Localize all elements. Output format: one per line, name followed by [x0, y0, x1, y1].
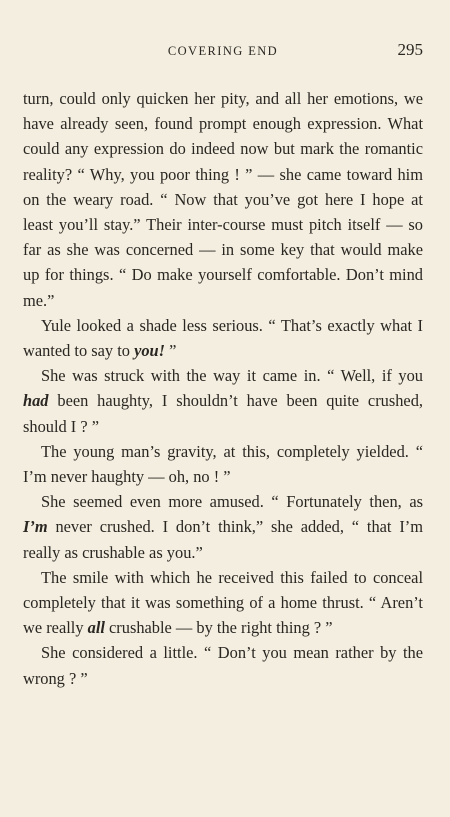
paragraph-7 [23, 640, 423, 690]
page-number: 295 [397, 40, 423, 59]
text-segment: been haughty, I shouldn’t have been quite crushed, should I ? ” [23, 391, 423, 436]
text-segment: crushable — by the right thing ? ” [104, 618, 333, 638]
running-title: COVERING END [167, 44, 279, 58]
text-segment: The smile with which he received this failed to conceal completely that it was something of a home thrust. “ Aren’t we really [23, 567, 423, 638]
emphasis-text: all [87, 618, 105, 638]
emphasis-text: I’m [23, 517, 48, 537]
paragraph-3 [23, 363, 423, 439]
paragraph-1 [23, 86, 423, 313]
paragraph-6 [23, 565, 423, 641]
text-segment: ” [165, 341, 177, 361]
text-segment: She was struck with the way it came in. “ Well, if you [41, 366, 423, 386]
text-segment: never crushed. I don’t think,” she added, “ that I’m really as crushable as you.” [23, 517, 423, 562]
paragraph-5 [23, 489, 423, 565]
paragraph-2 [23, 313, 423, 363]
paragraph-4 [23, 439, 423, 489]
emphasis-text: had [23, 391, 49, 411]
running-head [23, 40, 423, 66]
emphasis-text: you! [134, 341, 166, 361]
body-text [23, 86, 423, 691]
text-segment: turn, could only quicken her pity, and all her emotions, we have already seen, found prompt enough expression. What could any expression do indeed now but mark the romantic reality? “ Why, you poor thing ! ” — she came toward him on the weary road. “ Now that you’ve got here I hope at least you’ll stay.” Their inter-course must pitch itself — so far as she was concerned — in some key that would make up for things. “ Do make yourself comfortable. Don’t mind me.” [23, 89, 423, 310]
text-segment: She considered a little. “ Don’t you mean rather by the wrong ? ” [23, 643, 423, 688]
text-segment: The young man’s gravity, at this, completely yielded. “ I’m never haughty — oh, no ! ” [23, 441, 423, 487]
text-segment: She seemed even more amused. “ Fortunately then, as [41, 492, 423, 512]
text-segment: Yule looked a shade less serious. “ That’s exactly what I wanted to say to [23, 315, 423, 361]
